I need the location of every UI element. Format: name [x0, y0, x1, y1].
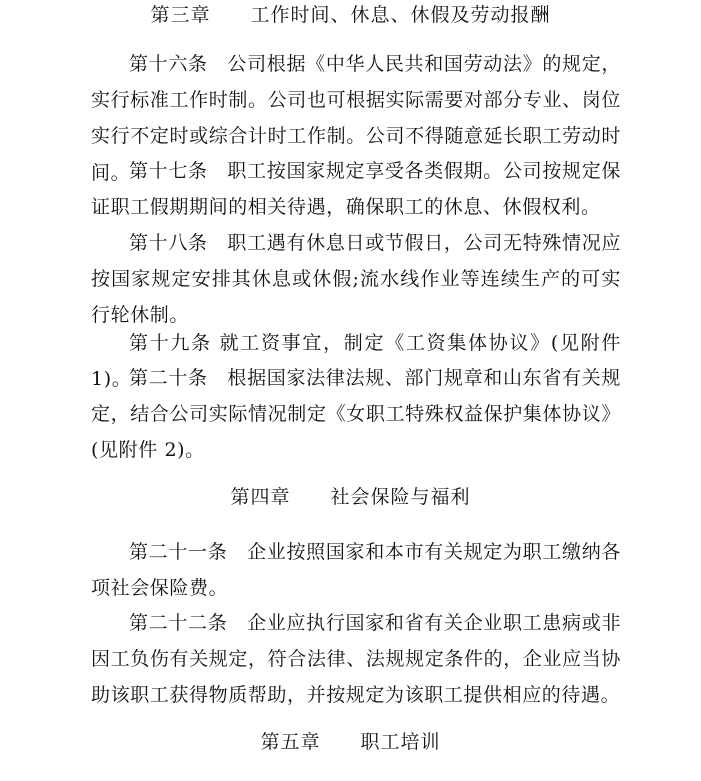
chapter-4-heading: 第四章 社会保险与福利 [230, 486, 471, 508]
article-17: 第十七条 职工按国家规定享受各类假期。公司按规定保证职工假期期间的相关待遇，确保职工的休息、休假权利。 [91, 160, 621, 219]
article-19: 第十九条 就工资事宜，制定《工资集体协议》(见附件 1)。 [91, 332, 621, 391]
article-18: 第十八条 职工遇有休息日或节假日，公司无特殊情况应按国家规定安排其休息或休假;流水线作业等连续生产的可实行轮休制。 [91, 232, 621, 327]
article-22: 第二十二条 企业应执行国家和省有关企业职工患病或非因工负伤有关规定，符合法律、法规规定条件的，企业应当协助该职工获得物质帮助，并按规定为该职工提供相应的待遇。 [91, 612, 621, 707]
chapter-3-heading: 第三章 工作时间、休息、休假及劳动报酬 [150, 4, 551, 26]
article-20: 第二十条 根据国家法律法规、部门规章和山东省有关规定，结合公司实际情况制定《女职工特殊权益保护集体协议》(见附件 2)。 [91, 367, 621, 462]
chapter-5-heading: 第五章 职工培训 [260, 731, 441, 753]
article-21: 第二十一条 企业按照国家和本市有关规定为职工缴纳各项社会保险费。 [91, 541, 621, 600]
article-16: 第十六条 公司根据《中华人民共和国劳动法》的规定，实行标准工作时制。公司也可根据实际需要对部分专业、岗位实行不定时或综合计时工作制。公司不得随意延长职工劳动时间。 [91, 53, 621, 184]
